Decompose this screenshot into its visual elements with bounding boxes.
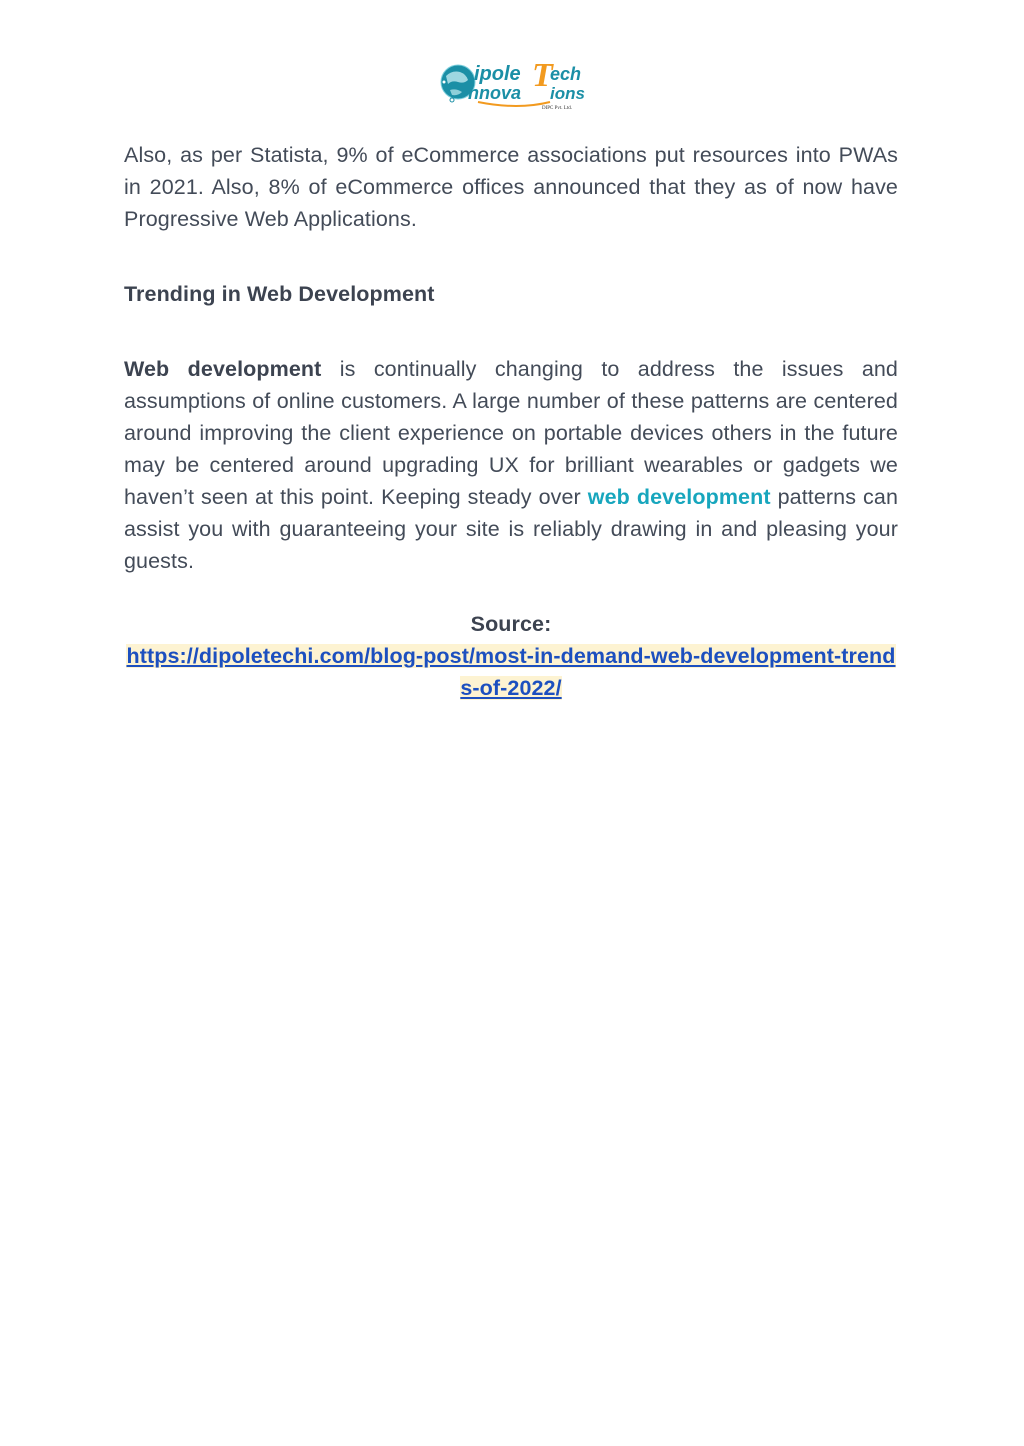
web-development-paragraph: [124, 353, 898, 577]
web-development-link[interactable]: web development: [587, 485, 771, 509]
logo-graphic: [438, 58, 588, 114]
paragraph-text-a: is continually changing to address the issues and assumptions of online customers. A large number of these patterns are centered around improving the client experience on portable devices others in the future may be centered around upgrading UX for brilliant wearables or gadgets we haven’t seen at this point. Keeping steady over: [124, 357, 898, 509]
svg-text:T: T: [532, 58, 553, 94]
section-heading: Trending in Web Development: [124, 282, 435, 306]
svg-text:ech: ech: [550, 64, 582, 84]
source-label: Source:: [470, 612, 552, 636]
company-logo: [438, 58, 588, 114]
paragraph-text-b: patterns can assist you with guaranteeing your site is reliably drawing in and pleasing your guests.: [124, 485, 899, 573]
bold-lead-text: Web development: [124, 357, 322, 381]
intro-paragraph: Also, as per Statista, 9% of eCommerce associations put resources into PWAs in 2021. Also, 8% of eCommerce offices announced that they as of now have Progressive Web Applications.: [124, 143, 898, 231]
svg-text:DIPC Pvt. Ltd.: DIPC Pvt. Ltd.: [542, 106, 573, 111]
document-body: [124, 139, 898, 704]
svg-text:ions: ions: [550, 84, 585, 103]
source-block: [124, 608, 898, 704]
source-url-link[interactable]: https://dipoletechi.com/blog-post/most-in-demand-web-development-trends-of-2022/: [126, 644, 896, 700]
svg-text:ipole: ipole: [474, 63, 521, 85]
svg-text:nnova: nnova: [468, 83, 522, 103]
